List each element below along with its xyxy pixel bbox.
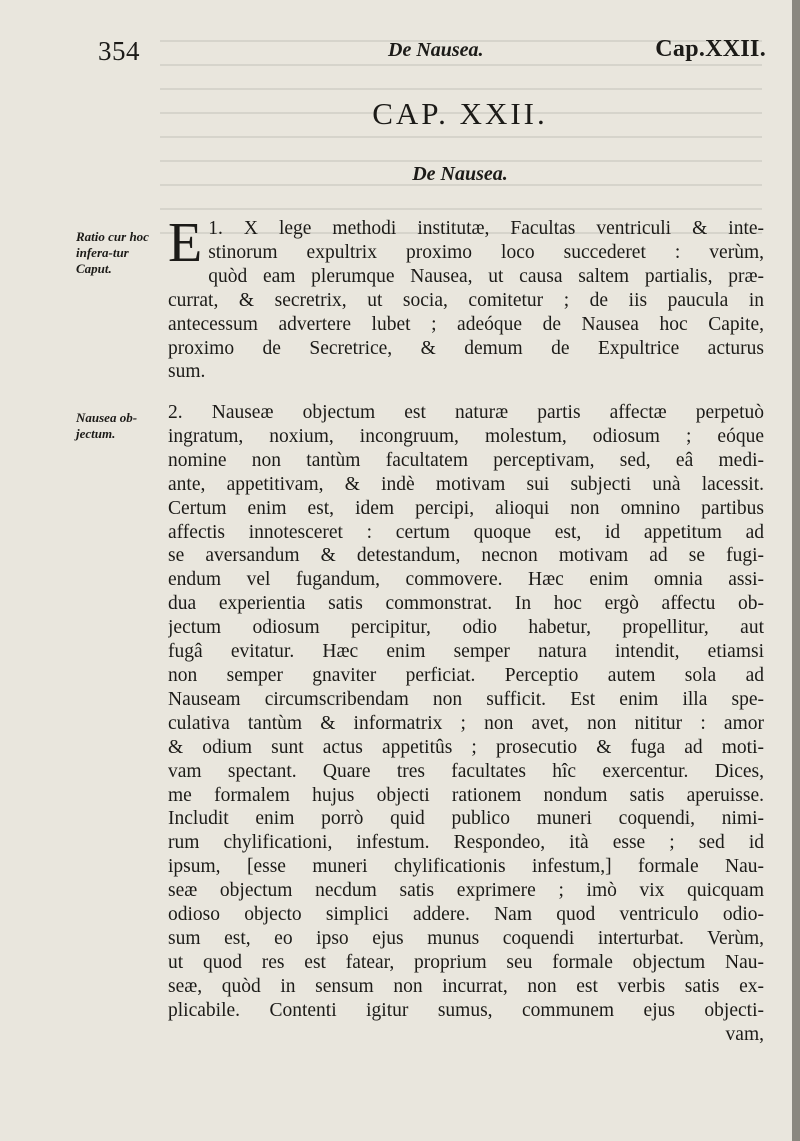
text-line: 2. Nauseæ objectum est naturæ partis affectæ perpetuò [168, 402, 764, 423]
text-line: odioso objecto simplici addere. Nam quod ventriculo odio- [168, 904, 764, 926]
paragraph [168, 212, 764, 384]
text-line: sum. [168, 361, 206, 383]
page-header [98, 36, 766, 70]
text-line: jectum odiosum percipitur, odio habetur, propellitur, aut [168, 617, 764, 639]
text-line: endum vel fugandum, commovere. Hæc enim omnia assi- [168, 569, 764, 591]
chapter-title: CAP. XXII. [372, 96, 548, 131]
text-line: antecessum advertere lubet ; adeóque de Nausea hoc Capite, [168, 313, 764, 335]
paragraph [168, 401, 764, 1046]
page-number: 354 [98, 36, 140, 66]
catchword: vam, [725, 1023, 764, 1045]
text-line: dua experientia satis commonstrat. In hoc ergò affectu ob- [168, 593, 764, 615]
running-head: De Nausea. [388, 39, 484, 61]
text-line: Certum enim est, idem percipi, alioqui non omnino partibus [168, 497, 764, 519]
text-line: plicabile. Contenti igitur sumus, communem ejus objecti- [168, 999, 764, 1021]
text-line: vam spectant. Quare tres facultates hîc exercentur. Dices, [168, 760, 764, 782]
page-gutter [792, 0, 800, 1141]
text-line: sum est, eo ipso ejus munus coquendi interturbat. Verùm, [168, 927, 764, 949]
text-line: Includit enim porrò quid publico muneri coquendi, nimi- [168, 808, 764, 830]
text-line: ingratum, noxium, incongruum, molestum, odiosum ; eóque [168, 425, 764, 447]
text-line: stinorum expultrix proximo loco succederet : verùm, [208, 241, 764, 263]
drop-cap: E [168, 212, 203, 274]
text-line: seæ, quòd in sensum non incurrat, non est verbis satis ex- [168, 975, 764, 997]
text-line: se aversandum & detestandum, necnon motivam ad se fugi- [168, 545, 764, 567]
text-line: nomine non tantùm facultatem perceptivam, sed, eâ medi- [168, 449, 764, 471]
text-line: culativa tantùm & informatrix ; non avet, non nititur : amor [168, 712, 764, 734]
chapter-subtitle: De Nausea. [412, 163, 508, 185]
text-line: ipsum, [esse muneri chylificationis infestum,] formale Nau- [168, 856, 764, 878]
margin-note: Ratio cur hoc infera-tur Caput. [76, 229, 149, 276]
paragraph-number: 2. [168, 402, 183, 423]
paragraph-number: 1. [208, 218, 223, 239]
text-line: rum chylificationi, infestum. Respondeo, ità esse ; sed id [168, 832, 764, 854]
text-line: seæ objectum necdum satis exprimere ; imò vix quicquam [168, 880, 764, 902]
text-line: Nauseam circumscribendam non sufficit. Est enim illa spe- [168, 688, 764, 710]
margin-note: Nausea ob-jectum. [76, 410, 138, 441]
text-line: fugâ evitatur. Hæc enim semper natura intendit, etiamsi [168, 641, 764, 663]
text-line: affectis innotesceret : certum quoque est, id appetitum ad [168, 521, 764, 543]
text-line: & odium sunt actus appetitûs ; prosecutio & fuga ad moti- [168, 736, 764, 758]
text-line: quòd eam plerumque Nausea, ut causa saltem partialis, præ- [208, 265, 764, 287]
text-line: ante, appetitivam, & indè motivam sui subjecti unà lacessit. [168, 473, 764, 495]
text-line: currat, & secretrix, ut socia, comitetur ; de iis paucula in [168, 289, 764, 311]
text-line: proximo de Secretrice, & demum de Expultrice acturus [168, 337, 764, 359]
text-line: me formalem hujus objecti rationem nondum satis aperuisse. [168, 784, 764, 806]
text-line: 1. X lege methodi institutæ, Facultas ventriculi & inte- [208, 218, 764, 239]
text-line: ut quod res est fatear, proprium seu formale objectum Nau- [168, 951, 764, 973]
chapter-reference: Cap.XXII. [655, 36, 766, 62]
text-line: non semper gnaviter perficiat. Perceptio autem sola ad [168, 664, 764, 686]
